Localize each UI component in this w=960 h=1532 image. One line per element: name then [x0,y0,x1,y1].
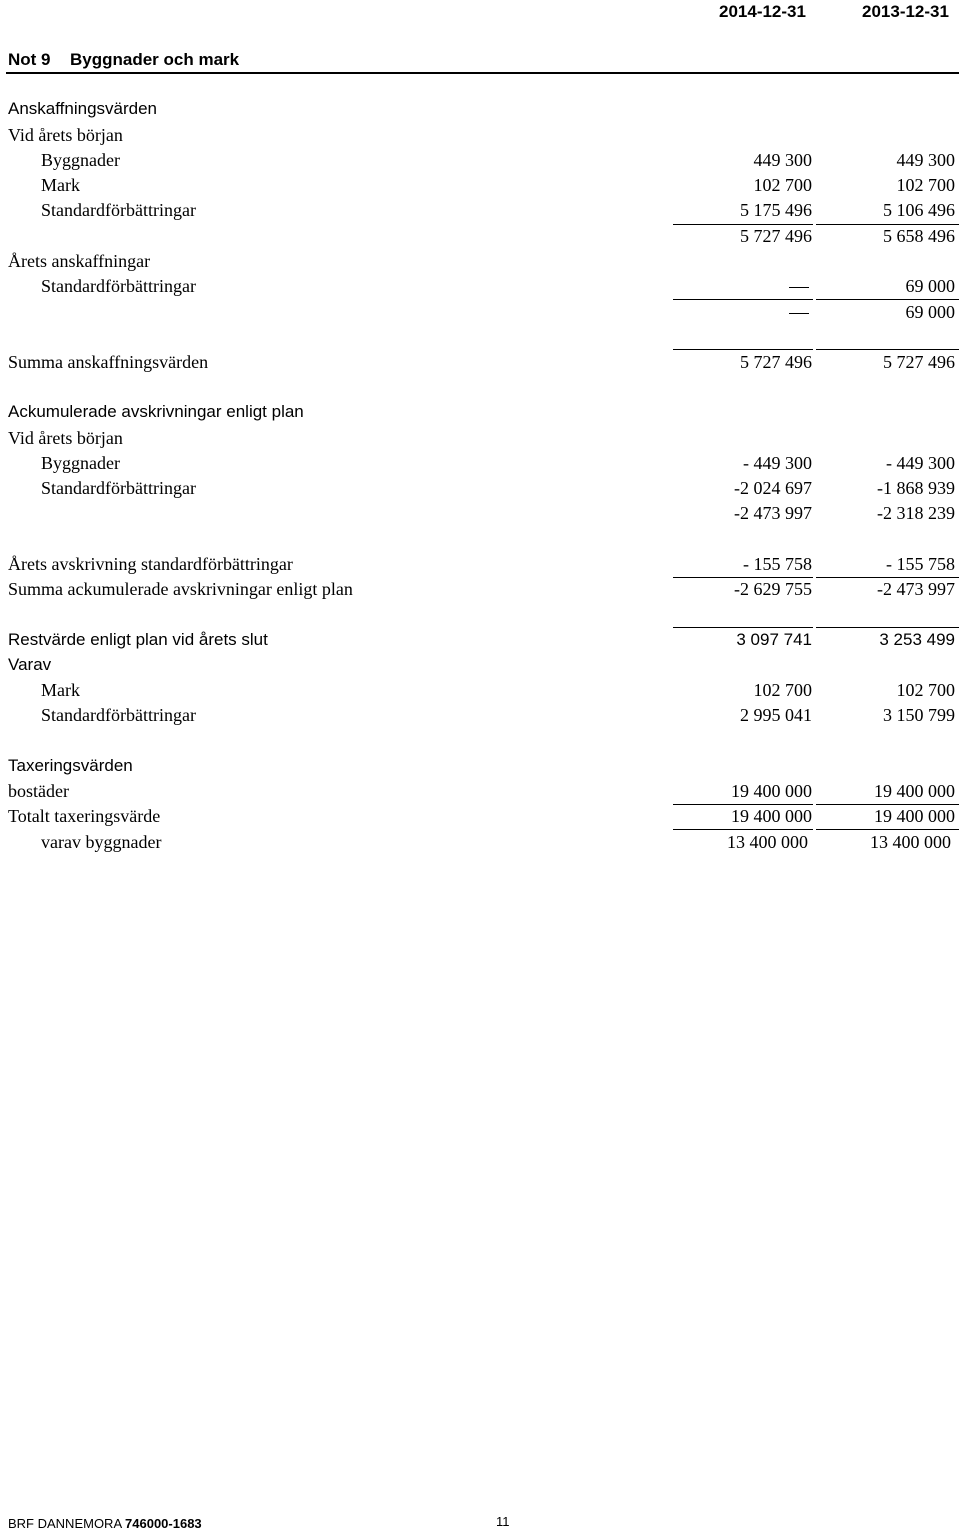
value-2013: 5 727 496 [883,352,955,372]
row-label: Vid årets början [8,125,123,145]
column-header-2014: 2014-12-31 [719,2,806,21]
value-2013: 69 000 [905,276,955,296]
value-2014: 5 175 496 [740,200,812,220]
table-row [0,630,960,655]
value-2013: -2 473 997 [877,579,955,599]
table-row [0,680,960,705]
table-row [0,99,960,124]
table-row [0,402,960,427]
table-row [0,705,960,730]
value-2013: 102 700 [896,680,955,700]
sum-rule [673,627,813,628]
row-label: Summa anskaffningsvärden [8,352,209,372]
table-row [0,756,960,781]
table-row [0,428,960,453]
table-row [0,150,960,175]
table-row [0,175,960,200]
value-2014: 102 700 [753,680,812,700]
value-2014 [789,302,812,323]
row-label: Summa ackumulerade avskrivningar enligt plan [8,579,353,599]
value-2013: 5 106 496 [883,200,955,220]
value-2014: 102 700 [753,175,812,195]
footer-org-number: 746000-1683 [125,1516,202,1531]
row-label: Vid årets början [8,428,123,448]
row-label: Mark [41,175,80,195]
value-2013: 69 000 [905,302,955,322]
table-row [0,302,960,327]
sum-rule [816,577,959,578]
sum-rule [816,224,959,225]
note-title: Byggnader och mark [70,50,240,69]
row-label: Mark [41,680,80,700]
table-row [0,832,960,857]
sum-rule [816,349,959,350]
value-2014: 5 727 496 [740,352,812,372]
value-2013: 19 400 000 [874,781,955,801]
sum-rule [816,829,959,830]
table-row [0,352,960,377]
sum-rule [673,299,813,300]
sum-rule [816,299,959,300]
value-2014: - 155 758 [743,554,812,574]
table-row [0,806,960,831]
row-label: varav byggnader [41,832,162,852]
column-header-2013: 2013-12-31 [862,2,949,21]
table-row [0,554,960,579]
table-row [0,226,960,251]
value-2013: 449 300 [896,150,955,170]
row-label: Årets avskrivning standardförbättringar [8,554,293,574]
row-label: Taxeringsvärden [8,756,133,775]
sum-rule [673,224,813,225]
sum-rule [816,804,959,805]
row-label: Varav [8,655,52,674]
value-2014: 19 400 000 [731,806,812,826]
value-2014: -2 024 697 [734,478,812,498]
value-2014: 449 300 [753,150,812,170]
table-row [0,251,960,276]
value-2014: - 449 300 [743,453,812,473]
note-number: Not 9 [8,50,51,69]
value-2014: 5 727 496 [740,226,812,246]
value-2013: - 155 758 [886,554,955,574]
sum-rule [673,804,813,805]
dash-mark [789,313,809,314]
sum-rule [816,627,959,628]
value-2014: 3 097 741 [736,630,812,649]
value-2014: 13 400 000 [727,832,808,852]
row-label: Byggnader [41,453,120,473]
table-row [0,503,960,528]
footer-company [8,1516,202,1531]
value-2013: 13 400 000 [870,832,951,852]
value-2013: -2 318 239 [877,503,955,523]
row-label: Totalt taxeringsvärde [8,806,161,826]
table-row [0,200,960,225]
row-label: Anskaffningsvärden [8,99,158,118]
value-2013: 3 253 499 [879,630,955,649]
table-row [0,655,960,680]
row-label: Standardförbättringar [41,478,196,498]
value-2013: - 449 300 [886,453,955,473]
row-label: Byggnader [41,150,120,170]
value-2013: 19 400 000 [874,806,955,826]
value-2014: 2 995 041 [740,705,812,725]
value-2014 [789,276,812,297]
sum-rule [673,829,813,830]
sum-rule [673,577,813,578]
table-row [0,125,960,150]
table-row [0,579,960,604]
sum-rule [673,349,813,350]
value-2013: 5 658 496 [883,226,955,246]
row-label: Restvärde enligt plan vid årets slut [8,630,268,649]
footer-page-number: 11 [496,1514,510,1529]
row-label: Ackumulerade avskrivningar enligt plan [8,402,304,421]
value-2013: 102 700 [896,175,955,195]
value-2014: -2 629 755 [734,579,812,599]
value-2013: 3 150 799 [883,705,955,725]
row-label: bostäder [8,781,69,801]
value-2014: -2 473 997 [734,503,812,523]
value-2013: -1 868 939 [877,478,955,498]
note-title-rule [6,72,959,74]
table-row [0,781,960,806]
dash-mark [789,287,809,288]
footer-company-name: BRF DANNEMORA [8,1516,122,1531]
value-2014: 19 400 000 [731,781,812,801]
table-row [0,276,960,301]
row-label: Standardförbättringar [41,705,196,725]
row-label: Årets anskaffningar [8,251,151,271]
table-row [0,453,960,478]
table-row [0,478,960,503]
row-label: Standardförbättringar [41,276,196,296]
row-label: Standardförbättringar [41,200,196,220]
